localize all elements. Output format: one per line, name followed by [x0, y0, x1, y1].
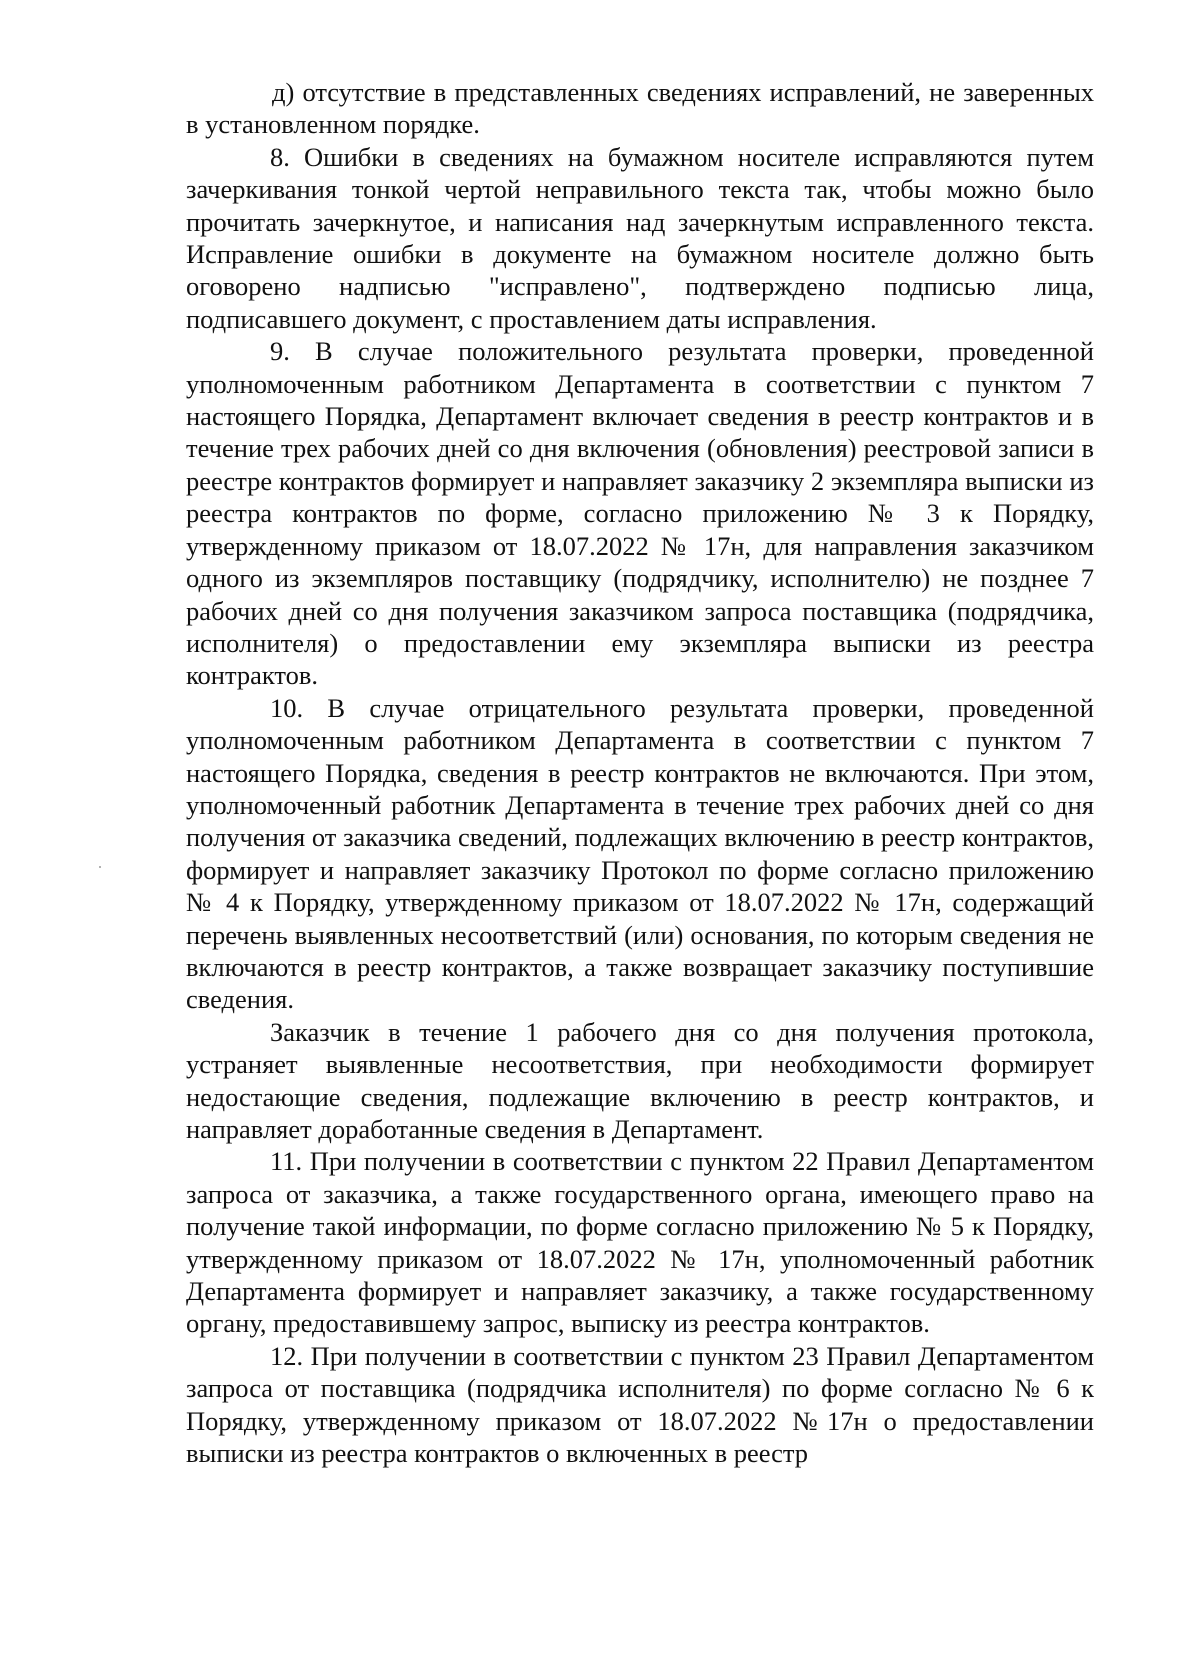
- paragraph-10-continuation: Заказчик в течение 1 рабочего дня со дня получения протокола, устраняет выявленные несоответствия, при необходимости формирует недостающие сведения, подлежащие включению в реестр контрактов, и направляет доработанные сведения в Департамент.: [186, 1016, 1094, 1144]
- scan-speck: [99, 866, 101, 868]
- paragraph-11: 11. При получении в соответствии с пунктом 22 Правил Департаментом запроса от заказчика, а также государственного органа, имеющего право на получение такой информации, по форме согласно приложению № 5 к Порядку, утвержденному приказом от 18.07.2022 № 17н, уполномоченный работник Департамента формирует и направляет заказчику, а также государственному органу, предоставившему запрос, выписку из реестра контрактов.: [186, 1146, 1094, 1339]
- paragraph-12: 12. При получении в соответствии с пунктом 23 Правил Департаментом запроса от поставщика (подрядчика исполнителя) по форме согласно № 6 к Порядку, утвержденному приказом от 18.07.2022 №17н о предоставлении выписки из реестра контрактов о включенных в реестр: [186, 1340, 1094, 1469]
- paragraph-9: 9. В случае положительного результата проверки, проведенной уполномоченным работником Департамента в соответствии с пунктом 7 настоящего Порядка, Департамент включает сведения в реестр контрактов и в течение трех рабочих дней со дня включения (обновления) реестровой записи в реестре контрактов формирует и направляет заказчику 2 экземпляра выписки из реестра контрактов по форме, согласно приложению № 3 к Порядку, утвержденному приказом от 18.07.2022 № 17н, для направления заказчиком одного из экземпляров поставщику (подрядчику, исполнителю) не позднее 7 рабочих дней со дня получения заказчиком запроса поставщика (подрядчика, исполнителя) о предоставлении ему экземпляра выписки из реестра контрактов.: [186, 336, 1094, 691]
- paragraph-subitem-d: д) отсутствие в представленных сведениях исправлений, не заверенных в установленном порядке.: [186, 77, 1094, 140]
- paragraph-10: 10. В случае отрицательного результата проверки, проведенной уполномоченным работником Департамента в соответствии с пунктом 7 настоящего Порядка, сведения в реестр контрактов не включаются. При этом, уполномоченный работник Департамента в течение трех рабочих дней со дня получения от заказчика сведений, подлежащих включению в реестр контрактов, формирует и направляет заказчику Протокол по форме согласно приложению № 4 к Порядку, утвержденному приказом от 18.07.2022 № 17н, содержащий перечень выявленных несоответствий (или) основания, по которым сведения не включаются в реестр контрактов, а также возвращает заказчику поступившие сведения.: [186, 692, 1094, 1015]
- document-body: [186, 76, 1094, 1469]
- paragraph-8: 8. Ошибки в сведениях на бумажном носителе исправляются путем зачеркивания тонкой чертой неправильного текста так, чтобы можно было прочитать зачеркнутое, и написания над зачеркнутым исправленного текста. Исправление ошибки в документе на бумажном носителе должно быть оговорено надписью "исправлено", подтверждено подписью лица, подписавшего документ, с проставлением даты исправления.: [186, 141, 1094, 334]
